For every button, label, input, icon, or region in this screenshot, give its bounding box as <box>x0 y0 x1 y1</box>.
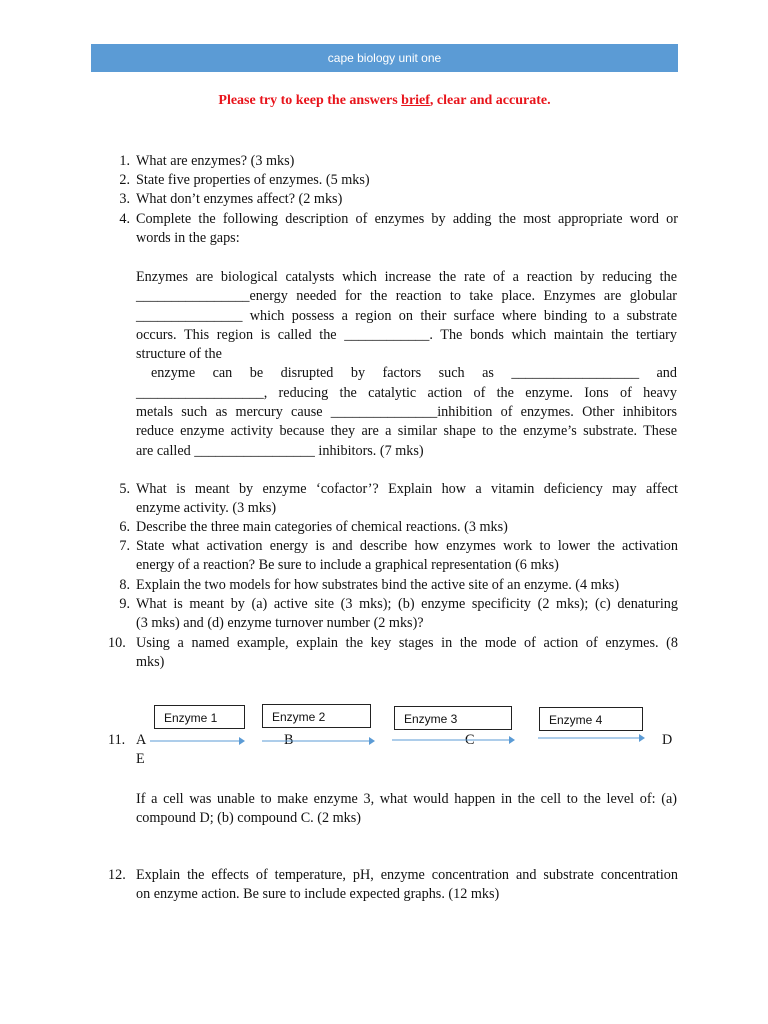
arrowhead-icon <box>639 734 645 742</box>
question-text-line: State what activation energy is and describe how enzymes work to lower the activation <box>136 538 678 554</box>
compound-a-label: A <box>136 732 147 748</box>
compound-b-label: B <box>284 732 294 748</box>
question-text-line: compound D; (b) compound C. (2 mks) <box>136 810 362 827</box>
question-text-line: (3 mks) and (d) enzyme turnover number (2 mks)? <box>136 615 424 632</box>
question-number: 12. <box>108 867 126 883</box>
enzyme-label: Enzyme 4 <box>549 713 603 727</box>
question-text-line: Complete the following description of enzymes by adding the most appropriate word or <box>136 211 678 227</box>
question-text-line: Using a named example, explain the key stages in the mode of action of enzymes. (8 <box>136 635 678 651</box>
paragraph-line: ________________energy needed for the reaction to take place. Enzymes are globular <box>136 288 677 305</box>
arrowhead-icon <box>239 737 245 745</box>
paragraph-line: are called _________________ inhibitors. (7 mks) <box>136 442 424 459</box>
question-text-line: enzyme activity. (3 mks) <box>136 500 277 517</box>
question-number: 4. <box>119 211 130 227</box>
pathway-arrow-group <box>150 734 645 745</box>
question-text: State five properties of enzymes. (5 mks) <box>136 172 370 188</box>
paragraph-line: metals such as mercury cause _______________inhibition of enzymes. Other inhibitors <box>136 404 677 421</box>
question-text: Explain the two models for how substrates bind the active site of an enzyme. (4 mks) <box>136 577 620 593</box>
arrowhead-icon <box>369 737 375 745</box>
question-text-line: Explain the effects of temperature, pH, enzyme concentration and substrate concentration <box>136 867 678 883</box>
question-text-line: on enzyme action. Be sure to include expected graphs. (12 mks) <box>136 886 500 903</box>
question-text: What are enzymes? (3 mks) <box>136 153 295 169</box>
page-header-title: cape biology unit one <box>327 51 442 65</box>
question-text-line: What is meant by enzyme ‘cofactor’? Explain how a vitamin deficiency may affect <box>136 481 678 497</box>
paragraph-line: __________________, reducing the catalytic action of the enzyme. Ions of heavy <box>136 384 677 401</box>
paragraph-line: enzyme can be disrupted by factors such as __________________ and <box>151 365 677 382</box>
question-number: 11. <box>108 732 126 748</box>
question-text-line: What is meant by (a) active site (3 mks); (b) enzyme specificity (2 mks); (c) denaturing <box>136 596 678 612</box>
enzyme-label: Enzyme 2 <box>272 710 326 724</box>
enzyme-label: Enzyme 3 <box>404 712 458 726</box>
question-number: 9. <box>119 596 130 612</box>
question-number: 7. <box>119 538 130 554</box>
paragraph-line: _______________ which possess a region on their surface where binding to a substrate <box>136 307 677 324</box>
instruction-text-end: , clear and accurate. <box>429 93 551 108</box>
question-text: What don’t enzymes affect? (2 mks) <box>136 191 343 207</box>
question-text-line: If a cell was unable to make enzyme 3, what would happen in the cell to the level of: (a) <box>136 791 677 807</box>
question-text-line: energy of a reaction? Be sure to include a graphical representation (6 mks) <box>136 557 559 574</box>
question-number: 10. <box>108 635 126 651</box>
paragraph-line: Enzymes are biological catalysts which increase the rate of a reaction by reducing the <box>136 269 677 285</box>
question-number: 1. <box>119 153 130 169</box>
instruction-emphasis: brief <box>401 93 430 108</box>
question-number: 2. <box>119 172 130 188</box>
enzyme-label: Enzyme 1 <box>164 711 218 725</box>
compound-e-label: E <box>136 751 145 767</box>
paragraph-line: occurs. This region is called the ____________. The bonds which maintain the tertiary <box>136 326 677 343</box>
question-text-line: mks) <box>136 654 165 671</box>
question-text: Describe the three main categories of chemical reactions. (3 mks) <box>136 519 508 535</box>
instruction-text-start: Please try to keep the answers <box>218 93 402 108</box>
paragraph-line: reduce enzyme activity because they are a similar shape to the enzyme’s substrate. These <box>136 423 677 440</box>
question-text <box>136 866 678 905</box>
question-number: 6. <box>119 519 130 535</box>
question-11-text <box>136 790 677 829</box>
paragraph-line: structure of the <box>136 346 222 363</box>
compound-d-label: D <box>662 732 673 748</box>
compound-c-label: C <box>465 732 475 748</box>
question-text-line: words in the gaps: <box>136 230 240 247</box>
arrowhead-icon <box>509 736 515 744</box>
question-number: 8. <box>119 577 130 593</box>
question-number: 5. <box>119 481 130 497</box>
question-number: 3. <box>119 191 130 207</box>
